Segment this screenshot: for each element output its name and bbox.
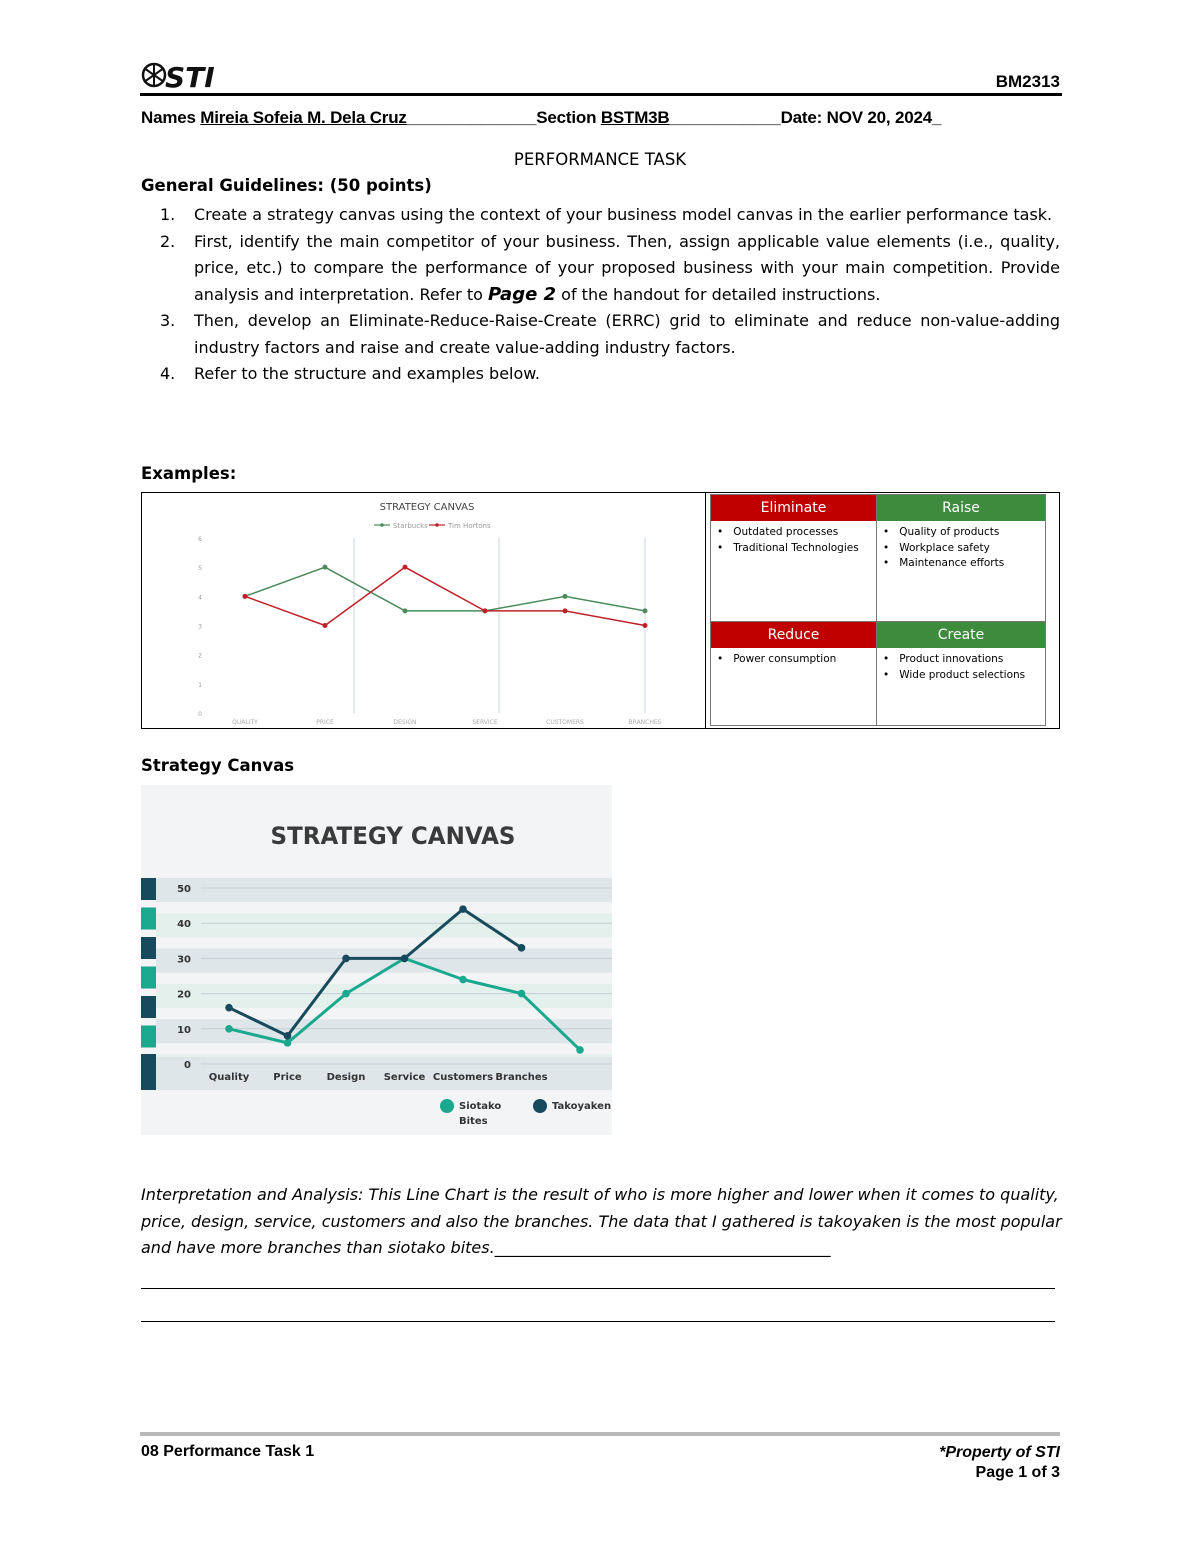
side-marker [141,996,156,1018]
list-item: • Workplace safety [883,541,990,554]
names-value: Mireia Sofeia M. Dela Cruz [200,108,407,127]
list-text: Create a strategy canvas using the context of your business model canvas in the earlier performance task. [194,205,1053,224]
footer-title: 08 Performance Task 1 [141,1443,315,1460]
data-point [518,990,526,998]
create-header: Create [877,622,1045,648]
y-tick-label: 50 [177,884,191,895]
legend-label: Siotako [459,1101,502,1112]
names-label: Names [141,108,201,127]
x-tick-label: Branches [495,1072,548,1083]
chart-band [156,913,612,937]
reduce-list [711,648,876,668]
list-text-part: of the handout for detailed instructions. [556,284,881,304]
list-item [160,308,1060,361]
data-point [563,608,568,613]
x-tick-label: PRICE [316,719,334,726]
data-point [401,955,409,963]
section-label: Section [536,108,601,127]
x-tick-label: CUSTOMERS [546,719,584,726]
list-text [194,229,1060,309]
x-tick-label: Quality [208,1072,250,1083]
list-number: 2. [160,231,176,251]
data-point [342,990,350,998]
x-tick-label: DESIGN [393,719,417,726]
data-point [403,565,408,570]
data-point [225,1025,233,1033]
x-tick-label: QUALITY [232,719,258,726]
list-number: 1. [160,205,176,224]
strategy-canvas-panel [141,785,612,1135]
errc-grid [710,494,1046,726]
data-point [342,955,350,963]
list-item: • Product innovations [883,653,1004,665]
section-value: BSTM3B [600,108,670,127]
data-point [643,623,648,628]
eliminate-list [711,521,876,556]
answer-line [141,1288,1055,1289]
list-item-text: Quality of products [899,526,1000,538]
example-chart-panel [142,493,706,728]
legend-label: Tim Hortons [448,522,491,530]
legend-label: Takoyaken [552,1101,612,1112]
data-point [225,1004,233,1012]
list-item: • Maintenance efforts [883,557,1005,569]
list-text: Then, develop an Eliminate-Reduce-Raise-Create (ERRC) grid to eliminate and reduce non-value-adding industry factors and raise and create value-adding industry factors. [194,311,1060,357]
y-tick-label: 2 [198,652,202,660]
list-item [160,202,1060,229]
data-point [459,905,467,913]
errc-create [877,622,1045,725]
side-marker [141,967,156,989]
errc-eliminate [711,495,877,622]
list-item: • Power consumption [717,653,837,665]
data-point [323,623,328,628]
examples-heading: Examples: [141,464,237,483]
legend-marker [435,523,439,527]
data-point [403,608,408,613]
create-list [877,648,1045,683]
side-marker [141,1026,156,1048]
legend-label: Starbucks [393,522,428,530]
data-point [459,976,467,984]
data-point [483,608,488,613]
y-tick-label: 10 [177,1024,191,1036]
chart-title: STRATEGY CANVAS [270,821,516,850]
interpretation-fill: __________________________________________ [494,1238,831,1257]
list-item-text: Maintenance efforts [899,557,1005,569]
answer-line [141,1321,1055,1322]
strategy-canvas-chart [141,785,612,1135]
y-tick-label: 5 [198,565,202,573]
raise-list [877,521,1045,572]
footer-right [939,1443,1060,1483]
list-item-text: Workplace safety [899,541,990,554]
data-point [643,608,648,613]
list-item: • Quality of products [883,526,1000,538]
sti-logo [140,58,215,92]
page-title: PERFORMANCE TASK [513,150,687,169]
side-marker [141,937,156,959]
y-tick-label: 40 [177,919,191,931]
data-point [284,1032,292,1040]
section-fill: ____________ [669,108,781,127]
x-tick-label: Design [326,1072,366,1083]
raise-header: Raise [877,495,1045,521]
list-number: 3. [160,311,176,330]
y-tick-label: 4 [198,594,202,602]
guidelines-heading: General Guidelines: (50 points) [141,176,432,195]
data-point [284,1039,292,1047]
x-tick-label: Customers [432,1072,494,1083]
list-item-text: Outdated processes [733,526,839,538]
y-tick-label: 6 [198,536,202,543]
logo-text: STI [165,61,215,92]
chart-band [156,878,612,902]
errc-reduce [711,622,877,725]
chart-title: STRATEGY CANVAS [379,502,475,513]
data-point [563,594,568,599]
side-marker [141,1054,156,1090]
list-item: • Wide product selections [883,668,1026,681]
chart-band [156,1019,612,1043]
data-point [323,565,328,570]
x-tick-label: SERVICE [472,719,498,726]
errc-raise [877,495,1045,622]
legend-marker [380,523,384,527]
y-tick-label: 1 [198,681,202,689]
reduce-header: Reduce [711,622,876,648]
list-text-part: First, identify the main competitor of your business. Then, assign applicable value elements (i.e., quality, price, etc.) to compare the performance of your proposed business with your main competition. Provide analysis and interpretation. Refer to [194,231,1060,304]
y-tick-label: 0 [184,1060,191,1071]
header-rule [140,93,1062,96]
name-line [141,108,941,128]
side-marker [141,878,156,900]
guidelines-list [160,202,1060,388]
legend-marker [440,1099,454,1113]
data-point [576,1046,584,1054]
example-strategy-chart [142,493,705,728]
y-tick-label: 0 [198,711,202,718]
data-point [243,594,248,599]
list-item-text: Power consumption [733,653,837,665]
list-item: • Outdated processes [717,526,839,538]
y-tick-label: 30 [177,954,191,966]
x-tick-label: Price [273,1072,302,1083]
x-tick-label: Service [383,1072,426,1083]
date-value: NOV 20, 2024_ [826,108,942,127]
y-tick-label: 20 [177,989,191,1001]
series-line [245,567,645,625]
page-reference: Page 2 [488,283,557,305]
eliminate-header: Eliminate [711,495,876,521]
list-item-text: Traditional Technologies [733,541,859,554]
property-note: *Property of STI [939,1444,1060,1461]
side-marker [141,908,156,930]
list-number: 4. [160,364,176,383]
y-tick-label: 3 [198,623,202,631]
list-item: • Traditional Technologies [717,541,859,554]
list-item [160,361,1060,388]
list-item-text: Product innovations [899,653,1004,665]
course-code: BM2313 [995,72,1060,91]
list-item-text: Wide product selections [899,668,1026,681]
date-label: Date: [780,108,827,127]
names-fill: ______________ [406,108,537,127]
footer-rule [140,1432,1060,1436]
interpretation-body: Interpretation and Analysis: This Line Chart is the result of who is more higher and lower when it comes to quality, price, design, service, customers and also the branches. The data that I gathered is takoyaken is the most popular and have more branches than siotako bites. [141,1185,1062,1257]
page-number: Page 1 of 3 [975,1464,1060,1481]
legend-label: Bites [459,1116,488,1127]
strategy-canvas-heading: Strategy Canvas [141,756,295,775]
interpretation-text [141,1182,1066,1262]
list-item [160,229,1060,309]
x-tick-label: BRANCHES [628,719,662,726]
chart-band [156,984,612,1008]
data-point [518,944,526,952]
legend-marker [533,1099,547,1113]
list-text: Refer to the structure and examples below. [194,364,540,383]
